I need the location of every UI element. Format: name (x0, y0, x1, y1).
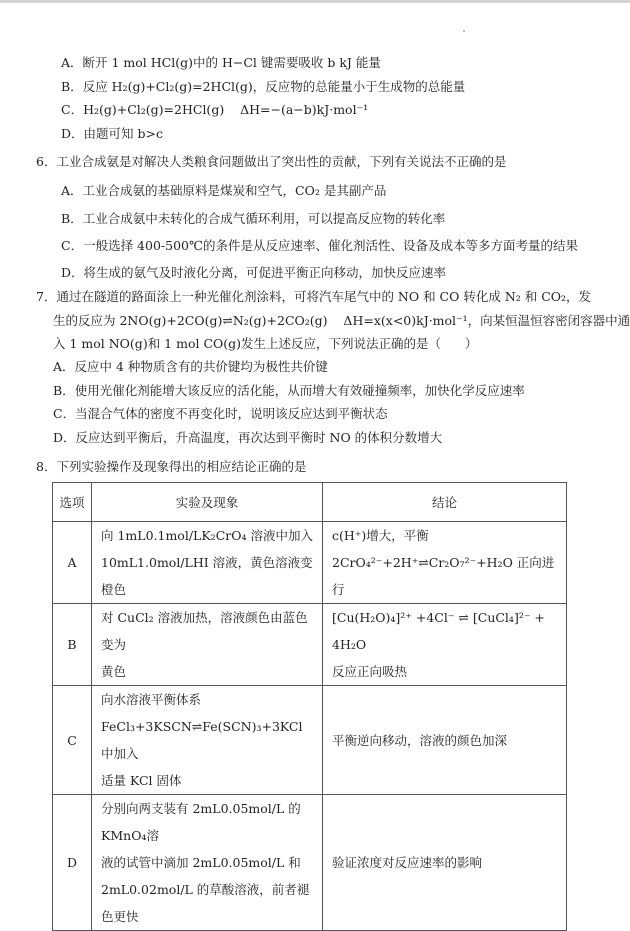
q7-option-c (53, 405, 388, 423)
header-option: 选项 (53, 483, 92, 522)
cell-line: 验证浓度对反应速率的影响 (332, 855, 483, 870)
q6-stem (36, 153, 506, 171)
cell-line: 2CrO₄²⁻+2H⁺⇌Cr₂O₇²⁻+H₂O 正向进行 (332, 555, 555, 597)
option-text: 断开 1 mol HCl(g)中的 H−Cl 键需要吸收 b kJ 能量 (82, 55, 381, 70)
q7-stem-line-2 (53, 312, 630, 330)
cell-line: 适量 KCl 固体 (101, 773, 182, 788)
question-number: 7． (36, 289, 57, 304)
row-key: B (53, 604, 92, 686)
cell-line: FeCl₃+3KSCN⇌Fe(SCN)₃+3KCl 中加入 (101, 719, 303, 761)
question-number: 6． (36, 154, 57, 169)
question-text: 通过在隧道的路面涂上一种光催化剂涂料，可将汽车尾气中的 NO 和 CO 转化成 N₂ 和 CO₂，发 (56, 289, 592, 304)
option-label: A． (53, 359, 75, 374)
q7-option-d (53, 429, 442, 447)
cell-line: 向水溶液平衡体系 (101, 692, 202, 707)
option-text: 一般选择 400-500℃的条件是从反应速率、催化剂活性、设备及成本等多方面考量的结果 (83, 238, 578, 253)
option-label: B． (61, 79, 83, 94)
option-text: 当混合气体的密度不再变化时，说明该反应达到平衡状态 (75, 406, 388, 421)
q6-option-c (61, 237, 578, 255)
option-label: A． (61, 183, 83, 198)
q5-option-d (61, 125, 163, 143)
option-text: 由题可知 b>c (83, 126, 163, 141)
cell-line: 反应正向吸热 (332, 664, 408, 679)
q7-stem-line-3 (53, 335, 477, 353)
row-key: A (53, 522, 92, 604)
option-text: 将生成的氨气及时液化分离，可促进平衡正向移动，加快反应速率 (83, 265, 447, 280)
q6-option-b (61, 210, 445, 228)
question-text: 入 1 mol NO(g)和 1 mol CO(g)发生上述反应，下列说法正确的是（ ） (53, 336, 478, 351)
q5-option-a (61, 54, 381, 72)
row-key: D (53, 795, 92, 931)
q5-option-b (61, 78, 465, 96)
header-conclusion: 结论 (323, 483, 567, 522)
experiment-cell (92, 604, 323, 686)
conclusion-cell (323, 522, 567, 604)
cell-line: 平衡逆向移动，溶液的颜色加深 (332, 732, 508, 748)
option-label: B． (53, 383, 75, 398)
q6-option-d (61, 264, 446, 282)
table-row (53, 522, 567, 604)
question-number: 8． (36, 459, 57, 474)
table-row (53, 686, 567, 795)
cell-line: 液的试管中滴加 2mL0.05mol/L 和 (101, 855, 301, 870)
q8-stem (36, 458, 306, 476)
option-text: 反应中 4 种物质含有的共价键均为极性共价键 (74, 359, 328, 374)
option-label: C． (61, 102, 84, 117)
cell-line: 2mL0.02mol/L 的草酸溶液，前者褪色更快 (101, 882, 310, 924)
option-label: C． (61, 238, 84, 253)
experiment-cell (92, 795, 323, 931)
table-row (53, 604, 567, 686)
conclusion-cell (323, 686, 567, 795)
q7-option-a (53, 358, 328, 376)
cell-line: 向 1mL0.1mol/LK₂CrO₄ 溶液中加入 (101, 528, 313, 543)
option-label: D． (61, 126, 84, 141)
row-key: C (53, 686, 92, 795)
option-text: 使用光催化剂能增大该反应的活化能，从而增大有效碰撞频率，加快化学反应速率 (74, 383, 525, 398)
option-label: D． (61, 265, 84, 280)
option-text: H₂(g)+Cl₂(g)=2HCl(g) ΔH=−(a−b)kJ·mol⁻¹ (83, 102, 369, 117)
header-experiment: 实验及现象 (92, 483, 323, 522)
option-label: D． (53, 430, 76, 445)
cell-line: 分别向两支装有 2mL0.05mol/L 的 KMnO₄溶 (101, 801, 301, 843)
q5-option-c (61, 101, 368, 119)
question-text: 生的反应为 2NO(g)+2CO(g)⇌N₂(g)+2CO₂(g) ΔH=x(x<0)kJ·mol⁻¹，向某恒温恒容密闭容器中通 (53, 313, 630, 328)
experiment-table (52, 482, 567, 931)
option-text: 工业合成氨中未转化的合成气循环利用，可以提高反应物的转化率 (82, 211, 446, 226)
option-text: 工业合成氨的基础原料是煤炭和空气，CO₂ 是其副产品 (82, 183, 387, 198)
page-top-border (0, 0, 630, 3)
option-text: 反应 H₂(g)+Cl₂(g)=2HCl(g)，反应物的总能量小于生成物的总能量 (82, 79, 466, 94)
option-label: C． (53, 406, 76, 421)
experiment-cell (92, 522, 323, 604)
cell-line: [Cu(H₂O)₄]²⁺ +4Cl⁻ ⇌ [CuCl₄]²⁻ + 4H₂O (332, 610, 545, 652)
question-text: 下列实验操作及现象得出的相应结论正确的是 (56, 459, 307, 474)
conclusion-cell (323, 604, 567, 686)
cell-line: 10mL1.0mol/LHI 溶液，黄色溶液变橙色 (101, 555, 313, 597)
question-text: 工业合成氨是对解决人类粮食问题做出了突出性的贡献，下列有关说法不正确的是 (56, 154, 507, 169)
experiment-cell (92, 686, 323, 795)
cell-line: 黄色 (101, 664, 127, 679)
table-header-row (53, 483, 567, 522)
conclusion-cell (323, 795, 567, 931)
q6-option-a (61, 182, 386, 200)
option-text: 反应达到平衡后，升高温度，再次达到平衡时 NO 的体积分数增大 (75, 430, 443, 445)
option-label: B． (61, 211, 83, 226)
table-row (53, 795, 567, 931)
q7-option-b (53, 382, 525, 400)
speck-mark (463, 30, 465, 32)
q7-stem-line-1 (36, 288, 591, 306)
option-label: A． (61, 55, 83, 70)
cell-line: 对 CuCl₂ 溶液加热，溶液颜色由蓝色变为 (101, 610, 308, 652)
cell-line: c(H⁺)增大，平衡 (332, 528, 429, 543)
